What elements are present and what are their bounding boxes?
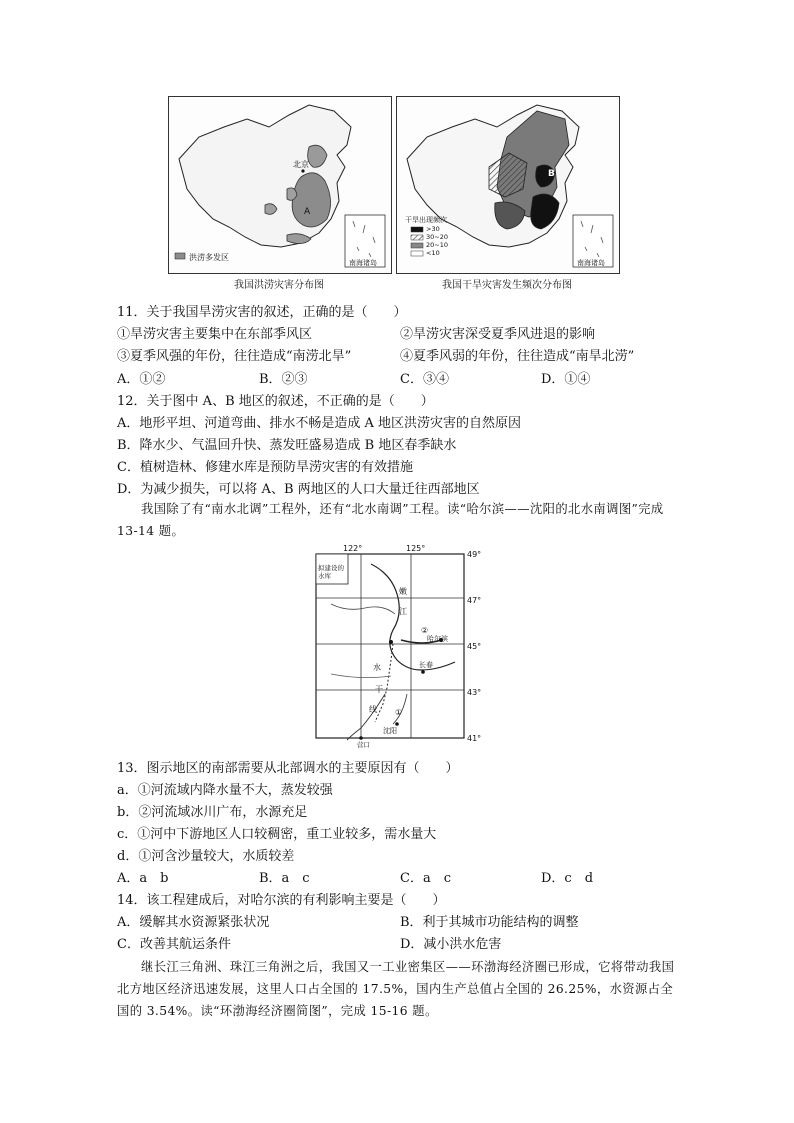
flood-map-caption: 我国洪涝灾害分布图 bbox=[234, 280, 324, 291]
label-b: B bbox=[548, 169, 555, 179]
q11-option-d: D．①④ bbox=[541, 372, 591, 387]
q11-statement: ④夏季风弱的年份，往往造成“南旱北涝” bbox=[400, 349, 635, 364]
drought-legend-item: <10 bbox=[426, 249, 440, 257]
q12-option-b: B．降水少、气温回升快、蒸发旺盛易造成 B 地区春季缺水 bbox=[117, 438, 457, 453]
intro-15-16-text: 继长江三角洲、珠江三角洲之后，我国又一工业密集区——环渤海经济圈已形成，它将带动我国北方地区经济迅速发展，这里人口占全国的 17.5%，国内生产总值占全国的 26.25%，水资源占全国的 3.54%。读“环渤海经济圈简图”，完成 15-16 题。 bbox=[117, 960, 675, 1018]
label-a: A bbox=[304, 207, 311, 217]
drought-map bbox=[396, 96, 620, 274]
q13-option-a: A．a b bbox=[117, 871, 169, 886]
q11-statement: ①旱涝灾害主要集中在东部季风区 bbox=[117, 327, 313, 342]
drought-map-caption: 我国干旱灾害发生频次分布图 bbox=[442, 280, 572, 291]
drought-legend-title: 干旱出现频次 bbox=[405, 216, 447, 224]
label-beijing: 北京 bbox=[293, 160, 309, 169]
drought-inset-label: 南海诸岛 bbox=[577, 259, 605, 267]
top-figures bbox=[168, 96, 630, 296]
q13-option-b: B．a c bbox=[259, 871, 310, 886]
lon-122: 122° bbox=[343, 544, 363, 553]
q14-option-a: A．缓解其水资源紧张状况 bbox=[117, 915, 270, 930]
flood-inset-label: 南海诸岛 bbox=[349, 259, 377, 267]
q12-stem: 12．关于图中 A、B 地区的叙述，不正确的是（ ） bbox=[117, 394, 434, 409]
label-shui: 水 bbox=[373, 663, 381, 672]
label-xian: 线 bbox=[369, 705, 377, 714]
lat-47: 47° bbox=[467, 596, 482, 605]
q11-option-b: B．②③ bbox=[259, 372, 308, 387]
flood-map-graphic bbox=[169, 97, 391, 273]
label-nen: 嫩 bbox=[399, 587, 407, 596]
q13-option-c: C．a c bbox=[400, 871, 451, 886]
q13-item-b: b．②河流域冰川广布，水源充足 bbox=[117, 805, 308, 820]
q11-statement: ②旱涝灾害深受夏季风进退的影响 bbox=[400, 327, 596, 342]
q13-item-c: c．①河中下游地区人口较稠密，重工业较多，需水量大 bbox=[117, 827, 437, 842]
lat-41: 41° bbox=[467, 734, 482, 743]
label-shenyang: 沈阳 bbox=[383, 727, 397, 735]
lat-43: 43° bbox=[467, 688, 482, 697]
intro-13-14-text: 我国除了有“南水北调”工程外，还有“北水南调”工程。读“哈尔滨——沈阳的北水南调图”完成 13-14 题。 bbox=[117, 502, 664, 538]
intro-13-14 bbox=[117, 498, 682, 542]
q11-statement: ③夏季风强的年份，往往造成“南涝北旱” bbox=[117, 349, 352, 364]
label-jiang: 江 bbox=[399, 607, 407, 616]
q14-stem: 14．该工程建成后，对哈尔滨的有利影响主要是（ ） bbox=[117, 893, 446, 908]
drought-legend-item: >30 bbox=[426, 225, 440, 233]
intro-15-16 bbox=[117, 956, 682, 1022]
q14-option-b: B．利于其城市功能结构的调整 bbox=[400, 915, 579, 930]
lon-125: 125° bbox=[406, 544, 426, 553]
q13-option-d: D．c d bbox=[541, 871, 594, 886]
q14-option-d: D．减小洪水危害 bbox=[400, 937, 502, 952]
label-harbin: 哈尔滨 bbox=[427, 635, 448, 643]
flood-legend: 洪涝多发区 bbox=[189, 253, 229, 262]
q12-option-a: A．地形平坦、河道弯曲、排水不畅是造成 A 地区洪涝灾害的自然原因 bbox=[117, 416, 522, 431]
q12-option-d: D．为减少损失，可以将 A、B 两地区的人口大量迁往西部地区 bbox=[117, 482, 480, 497]
q14-option-c: C．改善其航运条件 bbox=[117, 937, 231, 952]
q11-option-c: C．③④ bbox=[400, 372, 449, 387]
q11-stem: 11．关于我国旱涝灾害的叙述，正确的是（ ） bbox=[117, 305, 407, 320]
drought-legend-item: 30~20 bbox=[426, 233, 448, 241]
water-transfer-map bbox=[311, 544, 491, 748]
q13-item-a: a．①河流域内降水量不大，蒸发较强 bbox=[117, 783, 333, 798]
lat-49: 49° bbox=[467, 550, 482, 559]
label-changchun: 长春 bbox=[419, 661, 433, 669]
label-circle-1: ① bbox=[395, 708, 403, 717]
q12-option-c: C．植树造林、修建水库是预防旱涝灾害的有效措施 bbox=[117, 460, 413, 475]
q11-option-a: A．①② bbox=[117, 372, 166, 387]
label-circle-2: ② bbox=[421, 626, 429, 635]
reservoir-legend: 拟建设的水库 bbox=[318, 564, 344, 580]
label-gan: 干 bbox=[375, 685, 383, 694]
q13-stem: 13．图示地区的南部需要从北部调水的主要原因有（ ） bbox=[117, 761, 459, 776]
label-yingkou: 营口 bbox=[357, 741, 370, 749]
lat-45: 45° bbox=[467, 642, 482, 651]
q13-item-d: d．①河含沙量较大，水质较差 bbox=[117, 849, 295, 864]
drought-legend-item: 20~10 bbox=[426, 241, 448, 249]
flood-map bbox=[168, 96, 392, 274]
